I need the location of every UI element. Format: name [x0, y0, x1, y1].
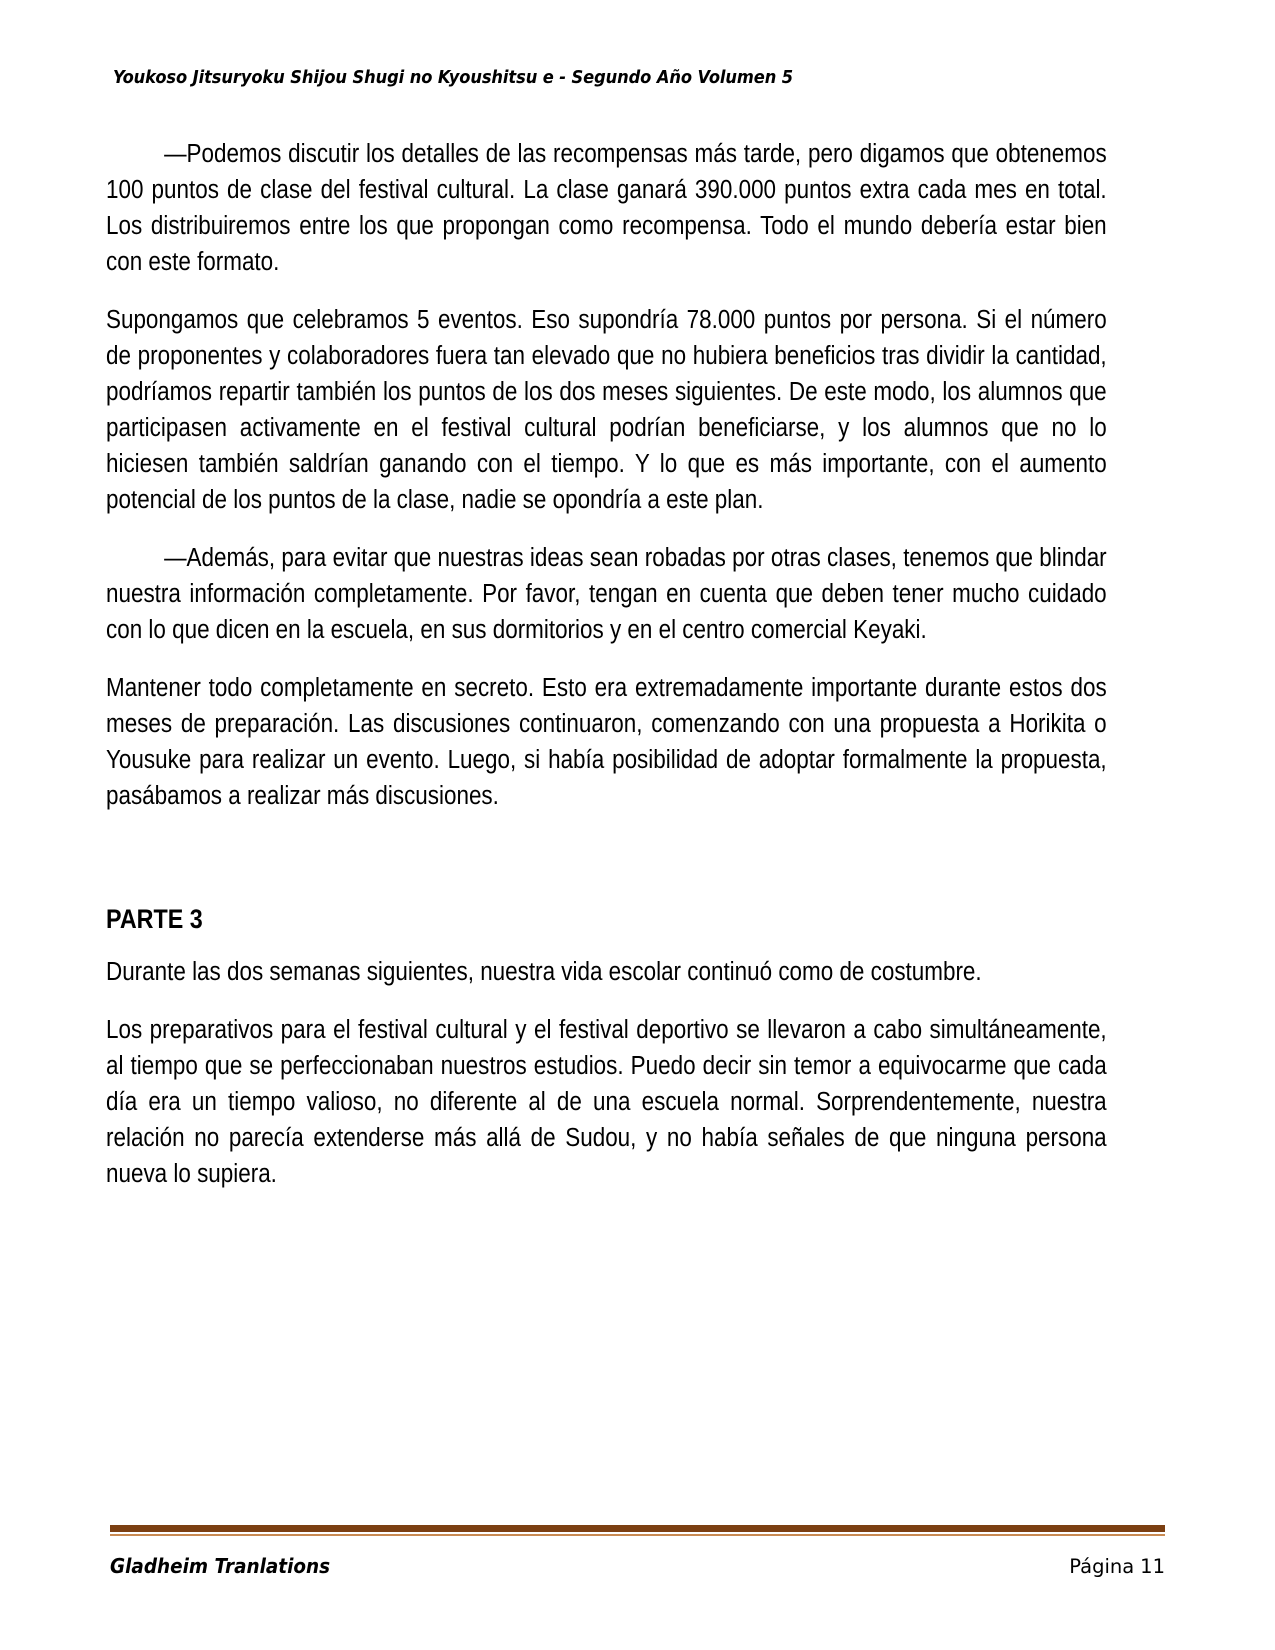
header-title: Youkoso Jitsuryoku Shijou Shugi no Kyoushitsu e - Segundo Año Volumen 5: [113, 68, 794, 88]
footer-divider-thick-bar: [110, 1525, 1165, 1532]
footer-page-number: 11: [1140, 1555, 1165, 1578]
page-footer: [110, 1525, 1165, 1578]
section-heading-parte-3: PARTE 3: [106, 904, 203, 934]
paragraph: Los preparativos para el festival cultural y el festival deportivo se llevaron a cabo simultáneamente, al tiempo que se perfeccionaban nuestros estudios. Puedo decir sin temor a equivocarme que cada día era un tiempo valioso, no diferente al de una escuela normal. Sorprendentemente, nuestra relación no parecía extenderse más allá de Sudou, y no había señales de que ninguna persona nueva lo supiera.: [106, 1016, 1107, 1188]
paragraph: —Además, para evitar que nuestras ideas sean robadas por otras clases, tenemos que blindar nuestra información completamente. Por favor, tengan en cuenta que deben tener mucho cuidado con lo que dicen en la escuela, en sus dormitorios y en el centro comercial Keyaki.: [106, 544, 1107, 644]
footer-divider: [110, 1525, 1165, 1536]
paragraph: Supongamos que celebramos 5 eventos. Eso supondría 78.000 puntos por persona. Si el número de proponentes y colaboradores fuera tan elevado que no hubiera beneficios tras dividir la cantidad, podríamos repartir también los puntos de los dos meses siguientes. De este modo, los alumnos que participasen activamente en el festival cultural podrían beneficiarse, y los alumnos que no lo hiciesen también saldrían ganando con el tiempo. Y lo que es más importante, con el aumento potencial de los puntos de la clase, nadie se opondría a este plan.: [106, 306, 1107, 514]
footer-content-row: [110, 1554, 1165, 1578]
footer-page-indicator: [1069, 1555, 1165, 1578]
paragraph: Durante las dos semanas siguientes, nuestra vida escolar continuó como de costumbre.: [106, 958, 982, 986]
heading-spacer: [106, 936, 1107, 954]
footer-divider-thin-bar: [110, 1534, 1165, 1536]
footer-brand: Gladheim Tranlations: [110, 1554, 331, 1578]
paragraph: —Podemos discutir los detalles de las recompensas más tarde, pero digamos que obtenemos 100 puntos de clase del festival cultural. La clase ganará 390.000 puntos extra cada mes en total. Los distribuiremos entre los que propongan como recompensa. Todo el mundo debería estar bien con este formato.: [106, 140, 1107, 276]
section-spacer: [106, 836, 1107, 902]
page-header: [113, 68, 1162, 94]
footer-page-label: Página: [1069, 1555, 1135, 1578]
paragraph: Mantener todo completamente en secreto. Esto era extremadamente importante durante estos dos meses de preparación. Las discusiones continuaron, comenzando con una propuesta a Horikita o Yousuke para realizar un evento. Luego, si había posibilidad de adoptar formalmente la propuesta, pasábamos a realizar más discusiones.: [106, 674, 1107, 810]
document-body: [106, 136, 1107, 1214]
